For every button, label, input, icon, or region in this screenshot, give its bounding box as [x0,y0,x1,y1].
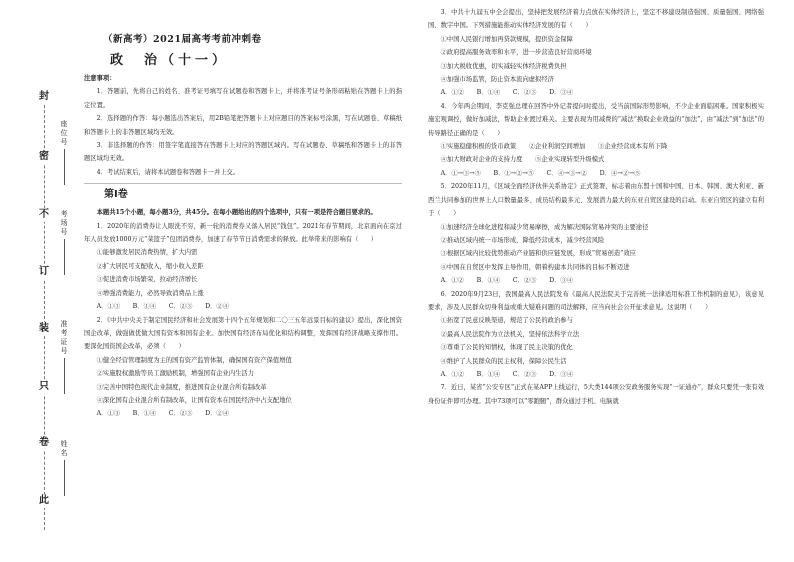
question-option: ③促进消费市场繁荣，拉动经济增长 [96,276,198,284]
binding-strip [14,90,76,530]
strip-char: 不 [33,208,55,222]
question-option: ③加大税收优惠，切实减轻实体经济税费负担 [440,62,567,70]
right-column [428,6,764,408]
question-option: ④增强消费能力，必然导致消费品上涨 [96,289,204,297]
question-option: ③完善中国特色现代企业制度，推进国有企业混合所有制改革 [96,383,267,391]
question-option: ④维护了人民群众的民主权利，保障公民生活 [440,357,567,365]
subject-title: 政 治（十一） [110,53,230,68]
strip-char: 封 [33,90,55,104]
answer-choices: A．①② B．①④ C．②③ D．③④ [440,89,574,97]
strip-char: 此 [33,494,55,508]
question-option: ③根据区域内比较优势推动产业链和供应链发展，形成“贸易创造”效应 [440,250,636,258]
strip-char: 装 [33,322,55,336]
exam-title: （新高考）2021届高考考前冲刺卷 [103,34,262,45]
question-option: ②推动区域内统一市场形成，降低经营成本，减少经营风险 [440,236,605,244]
question-option: ①实施稳健积极的货币政策 ②企业利润空间增加 ③企业经营成本有所下降 [440,143,668,151]
question-option: ①健全经营管理制度为主的国有资产监管体制，确保国有资产保值增值 [96,356,292,364]
section-instruction: 本题共15个小题，每小题3分，共45分。在每小题给出的四个选项中，只有一项是符合题目要求的。 [96,209,377,217]
question-option: ②政府提高服务效率和水平，进一步营造良好营商环境 [440,49,592,57]
question-stem: 5．2020年11月，《区域全面经济伙伴关系协定》正式签署，标志着由东盟十国和中国、日本、韩国、澳大利亚、新西兰共同参加的世界上人口数量最多、成员结构最多元、发展潜力最大的东亚自贸区建设的启动。东亚自贸区的建立有利于（ ） [428,183,764,218]
notice-item: 2．选择题的作答：每小题选出答案后，用2B铅笔把答题卡上对应题目的答案标号涂黑，写在试题卷、草稿纸和答题卡上的非答题区域均无效。 [84,115,402,136]
question-option: ③尊重了公民的知情权，体现了民主决策的优化 [440,344,573,352]
notice-item: 1．答题前，先将自己的姓名、准考证号填写在试题卷和答题卡上，并将准考证号条形码粘贴在答题卡上的指定位置。 [84,88,402,109]
left-column [84,30,402,421]
question-stem: 4．今年两会期间，李克强总理在回答中外记者提问时提出，受当前国际形势影响，不少企业面临困难。国家积极实施宏观调控，做好加减法，帮助企业渡过难关。主要表现为用减费的“减法”换取企业效益的“加法”，由“减法”到“加法”的传导路径正确的是（ ） [428,102,764,137]
field-label: 考场号 [60,210,68,236]
answer-choices: A．①③ B．①④ C．②③ D．②④ [96,410,230,418]
notice-item: 3．非选择题的作答：用签字笔直接答在答题卡上对应的答题区域内。写在试题卷、草稿纸和答题卡上的非答题区域均无效。 [84,142,402,163]
question-option: ①能够激发居民消费热情，扩大内需 [96,249,198,257]
question-stem: 1．2020年的消费券让人眼洗不穷，新一轮的消费券又落入居民“钱包”。2021年春节期间，北京面向在京过年人员发放1000万元“菜篮子”包团消费券，加速了春节节日消费需求的释放。此举带来的影响有（ ） [84,222,402,244]
question-option: ①拓宽了民意反映渠道，规范了公民的政治参与 [440,317,573,325]
question-option: ①加速经济全球化进程和减少贸易摩擦，成为解决国际贸易冲突的主要途径 [440,223,649,231]
question-option: ②扩大居民可支配收入，缩小收入差距 [96,262,204,270]
answer-choices: A．①② B．①④ C．②③ D．③④ [440,370,574,378]
exam-id-field [58,320,70,394]
seat-number-field [58,120,70,185]
question-option: ④深化国有企业混合所有制改革，让国有资本在国民经济中占支配地位 [96,396,292,404]
field-label: 座位号 [60,120,68,146]
strip-char: 卷 [33,436,55,450]
strip-char: 密 [33,150,55,164]
question-option: ②实施股权激励等员工激励机制，增强国有企业内生活力 [96,370,255,378]
field-label: 准考证号 [60,320,68,355]
answer-choices: A．①② B．①④ C．②③ D．③④ [440,277,574,285]
question-option: ④中国在自贸区中发挥主导作用，朝着构建本共同体的目标不断迈进 [440,263,630,271]
field-label: 姓名 [60,440,68,457]
strip-char: 只 [33,380,55,394]
answer-choices: A．①→③→⑤ B．①→②→⑤ C．④→③→② D．④→②→⑤ [440,169,641,177]
section-title: 第Ⅰ卷 [104,189,128,201]
room-number-field [58,210,70,275]
question-stem: 7．近日，某省“公安专区”正式在某APP上线运行，5大类144项公安政务服务实现“一证通办”，群众只要凭一张有效身份证件即可办理。其中73项可以“零跑腿”，群众通过手机、电脑就 [428,384,764,405]
question-option: ④加强市场监管，防止资本流向虚拟经济 [440,76,554,84]
question-option: ②最高人民法院作为立法机关，坚持依法科学立法 [440,330,580,338]
name-field [58,440,70,496]
question-stem: 2．《中共中央关于制定国民经济和社会发展第十四个五年规划和二〇三五年远景目标的建议》提出，深化国资国企改革，做强做优做大国有资本和国有企业。加快国有经济布局优化和结构调整，发挥国有经济战略支撑作用。要深化国资国企改革，必须（ ） [84,316,402,351]
notice-heading: 注意事项： [84,75,116,82]
question-stem: 3．中共十九届五中全会提出，坚持把发展经济着力点放在实体经济上，坚定不移建设制造强国、质量强国、网络强国、数字中国。下列措施能推动实体经济发展的有（ ） [428,9,764,30]
notice-item: 4．考试结束后，请将本试题卷和答题卡一并上交。 [96,168,240,176]
question-stem: 6．2020年9月23日，我国最高人民法院发布《最高人民法院关于完善统一法律适用标准工作机制的意见》，该意见要求，涉及人民群众切身利益或重大疑难问题的司法解释，应当向社会公开征求意见。这说明（ ） [428,290,764,311]
question-option: ①中国人民银行增加再贷款规模，提供资金保障 [440,35,573,43]
question-option: ④加大财政对企业的支持力度 ⑤企业实现转型升级模式 [440,156,605,164]
answer-choices: A．①③ B．①④ C．②③ D．②④ [96,303,230,311]
strip-char: 订 [33,265,55,279]
